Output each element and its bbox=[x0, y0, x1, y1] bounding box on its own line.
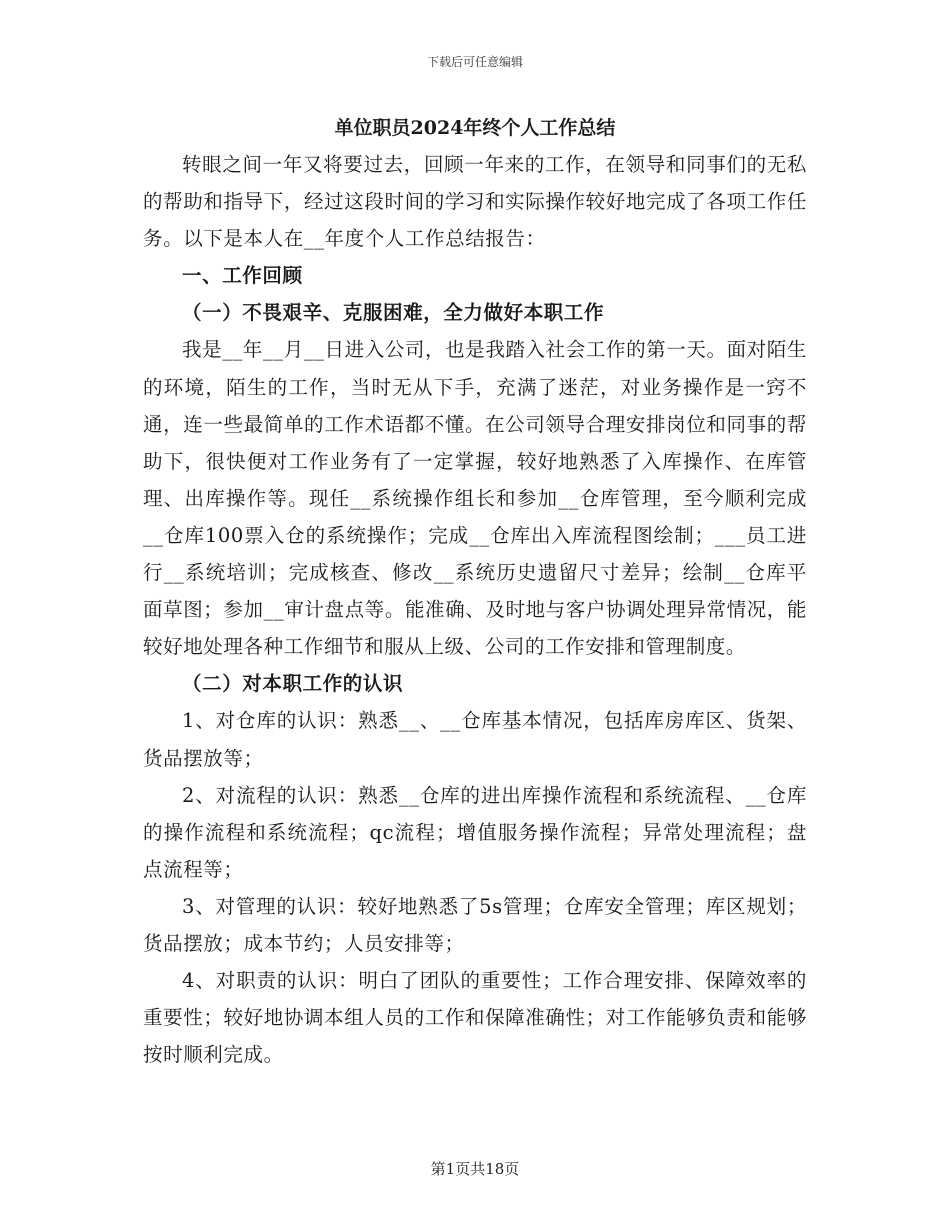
list-item-management: 3、对管理的认识：较好地熟悉了5s管理；仓库安全管理；库区规划；货品摆放；成本节约；人员安排等； bbox=[143, 894, 807, 955]
header-note: 下载后可任意编辑 bbox=[426, 55, 523, 69]
document-title: 单位职员2024年终个人工作总结 bbox=[334, 117, 616, 139]
list-item-process: 2、对流程的认识：熟悉__仓库的进出库操作流程和系统流程、__仓库的操作流程和系统流程；qc流程；增值服务操作流程；异常处理流程；盘点流程等； bbox=[143, 783, 807, 881]
list-item-duty: 4、对职责的认识：明白了团队的重要性；工作合理安排、保障效率的重要性；较好地协调本组人员的工作和保障准确性；对工作能够负责和能够按时顺利完成。 bbox=[143, 969, 807, 1067]
list-item-warehouse: 1、对仓库的认识：熟悉__、__仓库基本情况，包括库房库区、货架、货品摆放等； bbox=[143, 709, 807, 770]
subsection-heading-1: （一）不畏艰辛、克服困难，全力做好本职工作 bbox=[182, 301, 605, 325]
section-heading-review: 一、工作回顾 bbox=[182, 264, 303, 288]
body-paragraph-work: 我是__年__月__日进入公司，也是我踏入社会工作的第一天。面对陌生的环境，陌生的工作，当时无从下手，充满了迷茫，对业务操作是一窍不通，连一些最简单的工作术语都不懂。在公司领导合理安排岗位和同事的帮助下，很快便对工作业务有了一定掌握，较好地熟悉了入库操作、在库管理、出库操作等。现任__系统操作组长和参加__仓库管理，至今顺利完成__仓库100票入仓的系统操作；完成__仓库出入库流程图绘制；___员工进行__系统培训；完成核查、修改__系统历史遗留尺寸差异；绘制__仓库平面草图；参加__审计盘点等。能准确、及时地与客户协调处理异常情况，能较好地处理各种工作细节和服从上级、公司的工作安排和管理制度。 bbox=[143, 338, 807, 659]
page-number: 第1页共18页 bbox=[430, 1160, 520, 1178]
page-body bbox=[143, 110, 807, 1073]
intro-paragraph: 转眼之间一年又将要过去，回顾一年来的工作，在领导和同事们的无私的帮助和指导下，经过这段时间的学习和实际操作较好地完成了各项工作任务。以下是本人在__年度个人工作总结报告： bbox=[143, 153, 807, 251]
subsection-heading-2: （二）对本职工作的认识 bbox=[182, 672, 404, 696]
